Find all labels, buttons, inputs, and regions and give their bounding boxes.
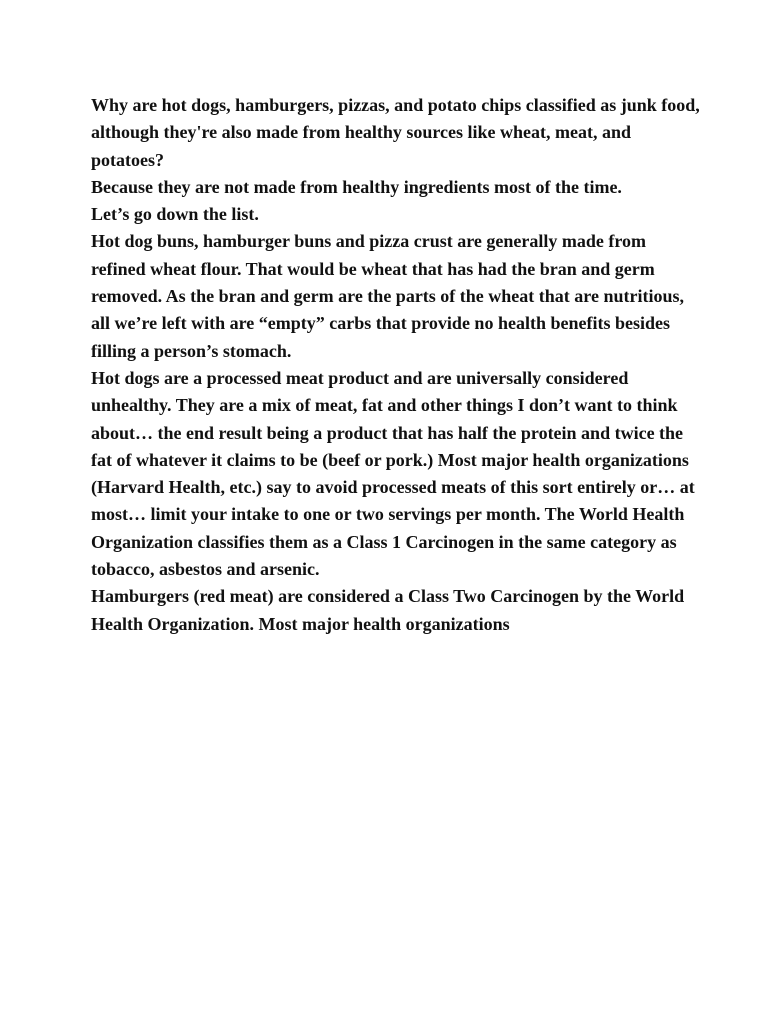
document-page (91, 92, 701, 638)
question-paragraph: Why are hot dogs, hamburgers, pizzas, and potato chips classified as junk food, although they're also made from healthy sources like wheat, meat, and potatoes? (91, 95, 700, 170)
answer-paragraph: Because they are not made from healthy ingredients most of the time. (91, 176, 622, 197)
hot-dogs-paragraph: Hot dogs are a processed meat product and are universally considered unhealthy. They are a mix of meat, fat and other things I don’t want to think about… the end result being a product that has half the protein and twice the fat of whatever it claims to be (beef or pork.) Most major health organizations (Harvard Health, etc.) say to avoid processed meats of this sort entirely or… at most… limit your intake to one or two servings per month. The World Health Organization classifies them as a Class 1 Carcinogen in the same category as tobacco, asbestos and arsenic. (91, 367, 695, 580)
buns-paragraph: Hot dog buns, hamburger buns and pizza crust are generally made from refined wheat flour. That would be wheat that has had the bran and germ removed. As the bran and germ are the parts of the wheat that are nutritious, all we’re left with are “empty” carbs that provide no health benefits besides filling a person’s stomach. (91, 231, 684, 361)
hamburgers-paragraph: Hamburgers (red meat) are considered a Class Two Carcinogen by the World Health Organization. Most major health organizations (91, 586, 685, 634)
list-intro-paragraph: Let’s go down the list. (91, 204, 259, 225)
